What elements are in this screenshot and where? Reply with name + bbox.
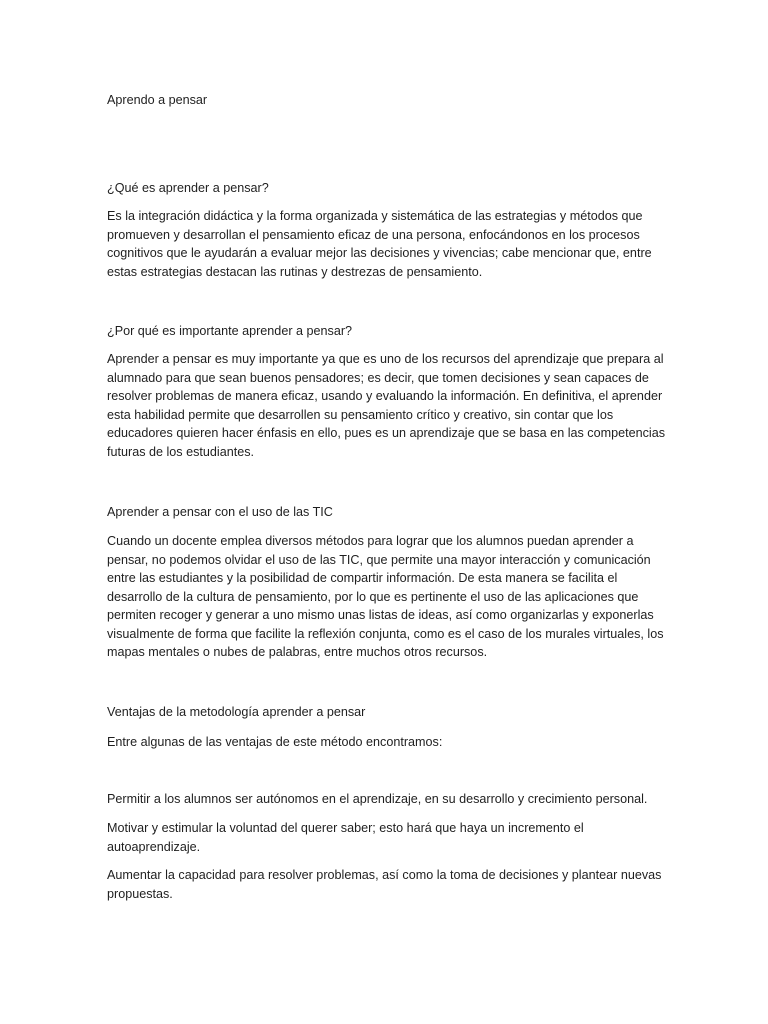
section-paragraph-why-important: Aprender a pensar es muy importante ya que es uno de los recursos del aprendizaje que prepara al alumnado para que sean buenos pensadores; es decir, que tomen decisiones y sean capaces de resolver problemas de manera eficaz, usando y evaluando la información. En definitiva, el aprender esta habilidad permite que desarrollen su pensamiento crítico y creativo, sin contar que los educadores quieren hacer énfasis en ello, pues es un aprendizaje que se basa en las competencias futuras de los estudiantes. — [107, 352, 665, 459]
advantage-item: Motivar y estimular la voluntad del querer saber; esto hará que haya un incremento el autoaprendizaje. — [107, 821, 584, 854]
section-paragraph-advantages: Entre algunas de las ventajas de este método encontramos: — [107, 735, 443, 749]
section-heading-tic: Aprender a pensar con el uso de las TIC — [107, 505, 333, 519]
section-paragraph-tic: Cuando un docente emplea diversos métodos para lograr que los alumnos puedan aprender a pensar, no podemos olvidar el uso de las TIC, que permite una mayor interacción y comunicación entre las estudiantes y la posibilidad de compartir información. De esta manera se facilita el desarrollo de la cultura de pensamiento, por lo que es pertinente el uso de las aplicaciones que permiten recoger y generar a uno mismo unas listas de ideas, así como organizarlas y exponerlas visualmente de forma que facilite la reflexión conjunta, como es el caso de los murales virtuales, los mapas mentales o nubes de palabras, entre muchos otros recursos. — [107, 534, 664, 659]
section-heading-what-is: ¿Qué es aprender a pensar? — [107, 181, 269, 195]
document-title: Aprendo a pensar — [107, 93, 208, 107]
advantage-item: Permitir a los alumnos ser autónomos en el aprendizaje, en su desarrollo y crecimiento personal. — [107, 792, 648, 806]
section-paragraph-what-is: Es la integración didáctica y la forma organizada y sistemática de las estrategias y métodos que promueven y desarrollan el pensamiento eficaz de una persona, enfocándonos en los procesos cognitivos que le ayudarán a evaluar mejor las decisiones y vivencias; cabe mencionar que, entre estas estrategias destacan las rutinas y destrezas de pensamiento. — [107, 209, 652, 279]
advantage-item: Aumentar la capacidad para resolver problemas, así como la toma de decisiones y plantear nuevas propuestas. — [107, 868, 662, 901]
section-heading-why-important: ¿Por qué es importante aprender a pensar? — [107, 324, 353, 338]
section-heading-advantages: Ventajas de la metodología aprender a pensar — [107, 705, 366, 719]
